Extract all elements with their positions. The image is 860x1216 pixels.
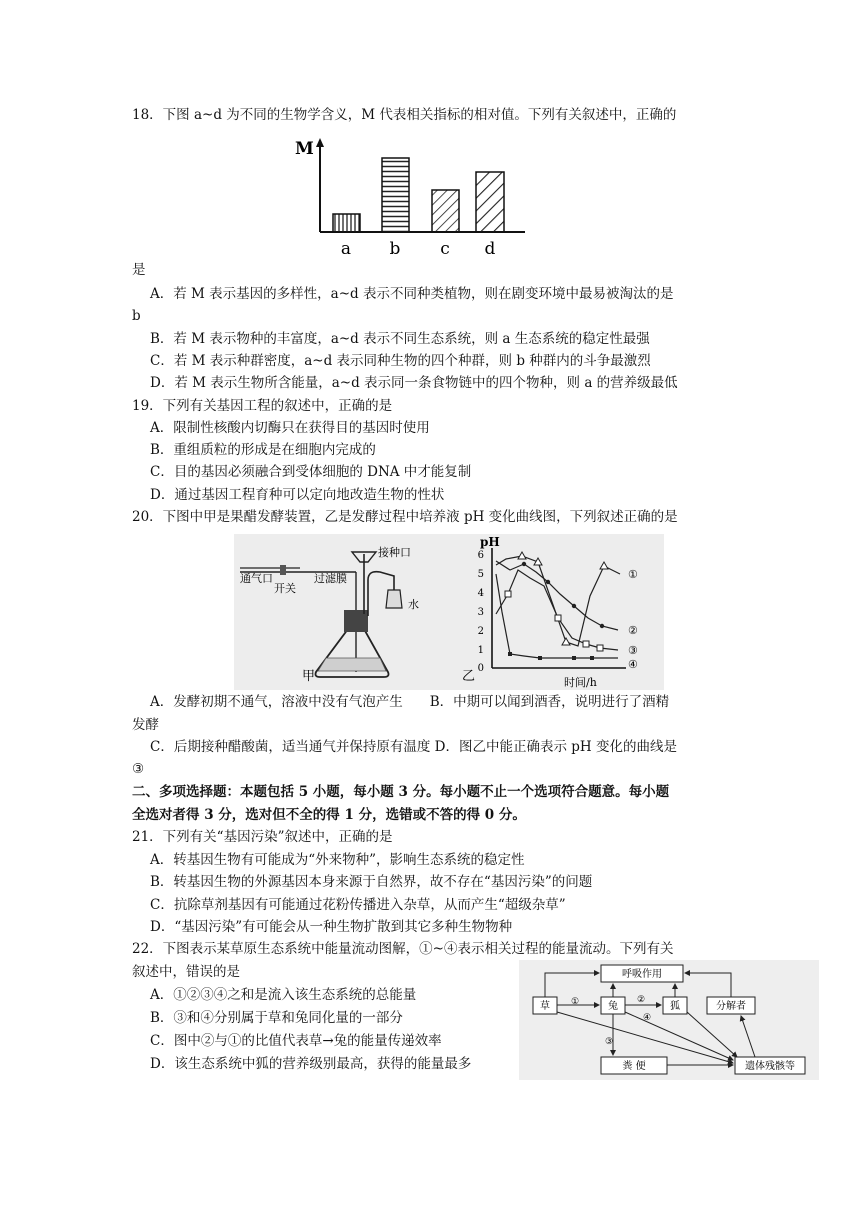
q22-respiration-label: 呼吸作用 [622, 969, 662, 980]
q22-grass-label: 草 [540, 1001, 550, 1012]
q20-curve-label-2: ② [628, 624, 638, 637]
q20-ph-ytick-5: 5 [477, 569, 484, 580]
q21-option-c: C．抗除草剂基因有可能通过花粉传播进入杂草，从而产生“超级杂草” [150, 897, 566, 913]
q22-remains-label: 遗体残骸等 [745, 1061, 795, 1072]
q22-stem-line2: 叙述中，错误的是 [132, 964, 240, 980]
q20-ph-ytick-0: 0 [477, 663, 484, 674]
section2-heading-line1: 二、多项选择题：本题包括 5 小题，每小题 3 分。每小题不止一个选项符合题意。每小题 [132, 784, 670, 800]
q20-label-filter: 过滤膜 [314, 572, 347, 585]
q18-cat-b: b [389, 239, 401, 259]
q22-option-c: C．图中②与①的比值代表草→兔的能量传递效率 [150, 1033, 442, 1049]
q22-option-a: A．①②③④之和是流入该生态系统的总能量 [150, 987, 417, 1003]
q20-ph-ytick-6: 6 [477, 550, 484, 561]
section2-heading-line2: 全选对者得 3 分，选对但不全的得 1 分，选错或不答的得 0 分。 [132, 807, 526, 823]
q18-cat-a: a [340, 239, 352, 259]
q20-option-cd: C．后期接种醋酸菌，适当通气并保持原有温度 D．图乙中能正确表示 pH 变化的曲线是 [150, 739, 677, 755]
q19-option-d: D．通过基因工程育种可以定向地改造生物的性状 [150, 487, 445, 503]
q20-label-jia: 甲 [302, 669, 316, 684]
q20-option-cd-cont: ③ [132, 761, 145, 777]
q18-axis-label: M [295, 139, 314, 159]
q18-option-a-cont: b [132, 308, 141, 324]
q20-option-ab-cont: 发酵 [132, 717, 159, 733]
q18-option-a: A．若 M 表示基因的多样性，a~d 表示不同种类植物，则在剧变环境中最易被淘汰的是 [150, 286, 674, 302]
q18-option-b: B．若 M 表示物种的丰富度，a~d 表示不同生态系统，则 a 生态系统的稳定性最强 [150, 331, 650, 347]
q18-bar-b [382, 158, 409, 232]
q20-curve-label-3: ③ [628, 644, 638, 657]
q18-bar-d [476, 172, 504, 232]
q21-option-d: D．“基因污染”有可能会从一种生物扩散到其它多种生物物种 [150, 919, 513, 935]
q19-option-a: A．限制性核酸内切酶只在获得目的基因时使用 [150, 420, 430, 436]
q22-option-d: D．该生态系统中狐的营养级别最高，获得的能量最多 [150, 1056, 472, 1072]
q22-feces-label: 粪 便 [622, 1061, 646, 1072]
q20-option-ab: A．发酵初期不通气，溶液中没有气泡产生 B．中期可以闻到酒香，说明进行了酒精 [150, 694, 670, 710]
q22-decomposer-label: 分解者 [716, 1001, 746, 1012]
q20-label-switch: 开关 [274, 582, 296, 595]
q20-ph-ylabel: pH [480, 535, 500, 549]
q22-option-b: B．③和④分别属于草和兔同化量的一部分 [150, 1010, 403, 1026]
q20-curve-label-1: ① [628, 568, 638, 581]
q18-y-axis-arrow [316, 138, 324, 147]
q22-num-4: ④ [643, 1013, 652, 1023]
q20-label-inoculate: 接种口 [378, 546, 411, 559]
q20-ph-ytick-1: 1 [477, 645, 484, 656]
q20-curve-label-4: ④ [628, 658, 638, 671]
q20-ph-xlabel: 时间/h [564, 676, 597, 689]
q20-ph-ytick-2: 2 [477, 626, 484, 637]
q20-ph-ytick-4: 4 [477, 588, 484, 599]
q20-label-water: 水 [408, 598, 419, 611]
q22-num-3: ③ [605, 1037, 614, 1047]
q18-cat-c: c [440, 239, 450, 259]
q18-stem-line1: 18．下图 a~d 为不同的生物学含义，M 代表相关指标的相对值。下列有关叙述中，正确的 [132, 107, 677, 123]
q20-flask-liquid [318, 658, 386, 671]
q21-option-b: B．转基因生物的外源基因本身来源于自然界，故不存在“基因污染”的问题 [150, 874, 593, 890]
q18-cat-d: d [484, 239, 496, 259]
q20-label-inlet: 通气口 [240, 572, 273, 585]
q18-option-c: C．若 M 表示种群密度，a~d 表示同种生物的四个种群，则 b 种群内的斗争最激烈 [150, 353, 651, 369]
q20-stem: 20．下图中甲是果醋发酵装置，乙是发酵过程中培养液 pH 变化曲线图，下列叙述正确的是 [132, 509, 678, 525]
q19-stem: 19．下列有关基因工程的叙述中，正确的是 [132, 398, 393, 414]
q22-num-1: ① [571, 997, 580, 1007]
q19-option-b: B．重组质粒的形成是在细胞内完成的 [150, 442, 376, 458]
q19-option-c: C．目的基因必须融合到受体细胞的 DNA 中才能复制 [150, 464, 472, 480]
q20-label-yi: 乙 [462, 669, 476, 684]
q22-num-2: ② [637, 995, 646, 1005]
q20-figure-background [234, 534, 664, 690]
q20-water-bottle [386, 590, 402, 608]
q21-option-a: A．转基因生物有可能成为“外来物种”，影响生态系统的稳定性 [150, 852, 525, 868]
q22-rabbit-label: 兔 [608, 1001, 618, 1012]
q21-stem: 21．下列有关“基因污染”叙述中，正确的是 [132, 829, 393, 845]
q18-bar-c [432, 190, 459, 232]
q18-option-d: D．若 M 表示生物所含能量，a~d 表示同一条食物链中的四个物种，则 a 的营养级最低 [150, 375, 678, 391]
q22-stem-line1: 22．下图表示某草原生态系统中能量流动图解，①~④表示相关过程的能量流动。下列有关 [132, 941, 674, 957]
q22-fox-label: 狐 [670, 1001, 680, 1012]
q18-bar-a [333, 214, 360, 232]
q20-figure [234, 534, 664, 690]
q18-stem-line2: 是 [132, 262, 146, 278]
q20-ph-ytick-3: 3 [477, 607, 484, 618]
q20-switch-valve [280, 565, 286, 575]
q18-bar-chart [285, 134, 535, 262]
q22-energy-flow-diagram [519, 960, 819, 1080]
